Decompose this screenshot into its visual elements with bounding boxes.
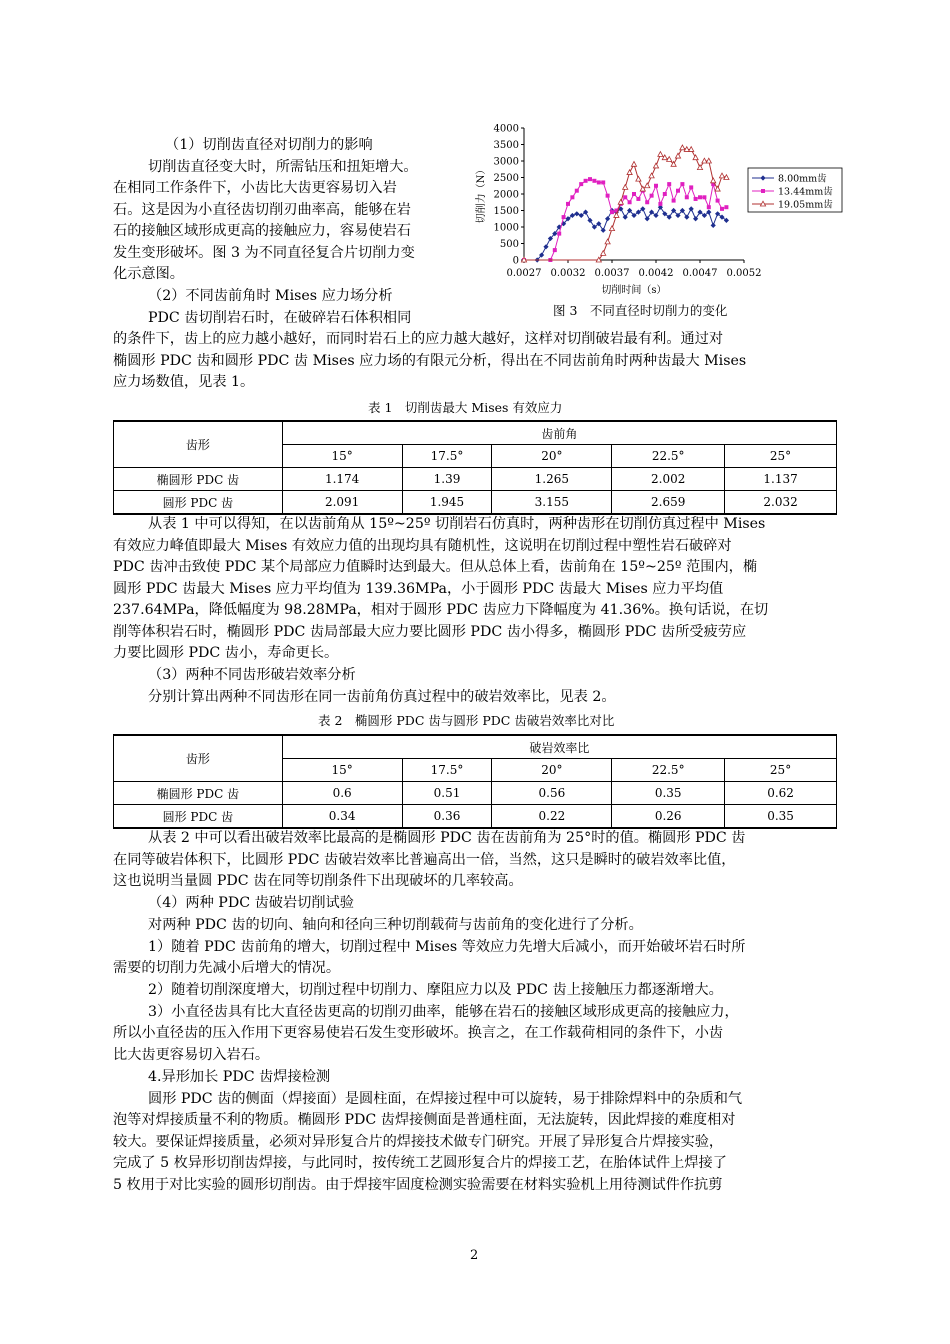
table-cell: 0.62 <box>725 782 837 805</box>
table-2-caption: 表 2 椭圆形 PDC 齿与圆形 PDC 齿破岩效率比对比 <box>318 713 615 728</box>
table-cell: 1.265 <box>492 468 612 491</box>
data-point <box>627 170 632 175</box>
y-tick-label: 0 <box>512 255 519 267</box>
section-4-heading: （4）两种 PDC 齿破岩切削试验 <box>148 895 354 911</box>
data-point <box>702 195 706 199</box>
data-point <box>675 153 680 158</box>
s5-line-2: 较大。要保证焊接质量，必须对异形复合片的焊接技术做专门研究。开展了异形复合片焊接实验， <box>113 1134 724 1150</box>
table-2-col-0: 15° <box>282 759 402 782</box>
data-point <box>636 176 641 181</box>
x-tick-label: 0.0032 <box>550 268 586 279</box>
data-point <box>684 215 689 220</box>
data-point <box>636 197 640 201</box>
s1-line-2: 石。这是因为小直径齿切削刃曲率高，能够在岩 <box>113 202 411 218</box>
data-point <box>689 206 694 211</box>
data-point <box>685 195 689 199</box>
table-cell: 0.26 <box>612 805 725 829</box>
y-tick-label: 2500 <box>493 173 519 184</box>
data-point <box>553 248 557 252</box>
data-point <box>623 215 628 220</box>
table-2-group-header: 破岩效率比 <box>282 735 836 759</box>
para-t1-line-0: 从表 1 中可以得知，在以齿前角从 15º~25º 切削岩石仿真时，两种齿形在切削仿真过程中 Mises <box>148 516 766 532</box>
s2-line-3: 应力场数值，见表 1。 <box>113 374 255 390</box>
table-1-col-3: 22.5° <box>612 445 725 468</box>
section-1-heading: （1）切削齿直径对切削力的影响 <box>165 137 373 153</box>
y-axis-label: 切削力（N） <box>476 164 487 224</box>
y-tick-label: 4000 <box>493 123 519 135</box>
data-point <box>711 223 716 228</box>
y-tick-label: 1000 <box>493 222 519 234</box>
s1-line-3: 石的接触区域形成更高的接触应力，容易使岩石 <box>113 223 411 239</box>
table-2 <box>113 734 837 829</box>
x-tick-label: 0.0042 <box>638 268 674 279</box>
table-2-col-3: 22.5° <box>612 759 725 782</box>
data-point <box>597 180 601 184</box>
s4-intro: 对两种 PDC 齿的切向、轴向和径向三种切削载荷与齿前角的变化进行了分析。 <box>148 917 643 933</box>
data-point <box>579 182 583 186</box>
data-point <box>645 183 650 188</box>
s5-line-0: 圆形 PDC 齿的侧面（焊接面）是圆柱面，在焊接过程中可以旋转，易于排除焊料中的杂质和气 <box>148 1091 743 1107</box>
s4-p3-line-1: 所以小直径齿的压入作用下更容易使岩石发生变形破坏。换言之，在工作载荷相同的条件下，小齿 <box>113 1025 724 1041</box>
data-point <box>631 162 636 167</box>
data-point <box>632 192 636 196</box>
table-cell: 2.032 <box>725 491 837 515</box>
table-1-caption: 表 1 切削齿最大 Mises 有效应力 <box>368 400 563 415</box>
table-cell: 0.36 <box>402 805 492 829</box>
data-point <box>653 163 658 168</box>
chart-series <box>521 145 729 263</box>
table-cell: 0.6 <box>282 782 402 805</box>
data-point <box>663 192 667 196</box>
data-point <box>570 195 574 199</box>
data-point <box>711 178 716 183</box>
table-cell: 3.155 <box>492 491 612 515</box>
table-1-row-0-label: 椭圆形 PDC 齿 <box>114 468 283 491</box>
data-point <box>623 195 627 199</box>
data-point <box>658 152 663 157</box>
section-2-heading: （2）不同齿前角时 Mises 应力场分析 <box>148 288 393 304</box>
data-point <box>605 239 610 244</box>
legend-label: 13.44mm齿 <box>778 186 833 198</box>
data-point <box>609 226 614 231</box>
data-point <box>676 189 680 193</box>
s2-line-0: PDC 齿切削岩石时，在破碎岩石体积相同 <box>148 310 412 326</box>
data-point <box>694 197 698 201</box>
s5-line-1: 泡等对焊接质量不利的物质。椭圆形 PDC 齿焊接侧面是普通柱面，无法旋转，因此焊接的难度相对 <box>113 1112 736 1128</box>
table-cell: 2.659 <box>612 491 725 515</box>
para-t1-line-5: 削等体积岩石时，椭圆形 PDC 齿局部最大应力要比圆形 PDC 齿小得多，椭圆形 PDC 齿所受疲劳应 <box>113 624 747 640</box>
s5-line-4: 5 枚用于对比实验的圆形切削齿。由于焊接牢固度检测实验需要在材料实验机上用待测试件作抗剪 <box>113 1177 723 1193</box>
data-point <box>672 199 676 203</box>
data-point <box>693 155 698 160</box>
y-tick-label: 2000 <box>493 189 519 201</box>
figure-3-chart <box>470 118 845 308</box>
y-tick-label: 3000 <box>493 156 519 168</box>
table-cell: 0.35 <box>725 805 837 829</box>
table-cell: 1.39 <box>402 468 492 491</box>
s4-p2: 2）随着切削深度增大，切削过程中切削力、摩阻应力以及 PDC 齿上接触压力都逐渐增大。 <box>148 982 723 998</box>
table-cell: 0.35 <box>612 782 725 805</box>
data-point <box>654 184 658 188</box>
para-t1-line-4: 237.64MPa，降低幅度为 98.28MPa，相对于圆形 PDC 齿应力下降幅度为 41.36%。换句话说，在切 <box>113 602 769 618</box>
s1-line-0: 切削齿直径变大时，所需钻压和扭矩增大。 <box>148 159 418 175</box>
chart-legend <box>748 168 842 212</box>
x-tick-label: 0.0027 <box>506 268 542 279</box>
data-point <box>623 185 628 190</box>
table-cell: 2.002 <box>612 468 725 491</box>
data-point <box>720 207 724 211</box>
section-3-heading: （3）两种不同齿形破岩效率分析 <box>148 667 356 683</box>
table-1-col-0: 15° <box>282 445 402 468</box>
series-2 <box>521 145 729 262</box>
table-row <box>114 491 837 515</box>
table-cell: 0.22 <box>492 805 612 829</box>
data-point <box>614 213 619 218</box>
data-point <box>584 179 588 183</box>
s1-line-1: 在相同工作条件下，小齿比大齿更容易切入岩 <box>113 180 397 196</box>
x-tick-label: 0.0047 <box>682 268 718 279</box>
data-point <box>698 195 702 199</box>
table-cell: 1.945 <box>402 491 492 515</box>
data-point <box>719 173 724 178</box>
y-tick-label: 500 <box>499 239 519 250</box>
data-point <box>650 194 654 198</box>
figure-3-caption: 图 3 不同直径时切削力的变化 <box>553 303 728 318</box>
table-cell: 0.56 <box>492 782 612 805</box>
data-point <box>680 145 685 150</box>
para-t1-line-2: PDC 齿冲击致使 PDC 某个局部应力值瞬时达到最大。但从总体上看，齿前角在 15º~25º 范围内，椭 <box>113 559 758 575</box>
section-5-heading: 4.异形加长 PDC 齿焊接检测 <box>148 1069 331 1085</box>
legend-label: 8.00mm齿 <box>778 173 827 185</box>
x-tick-label: 0.0052 <box>726 268 762 279</box>
table-1-group-header: 齿前角 <box>282 421 836 445</box>
table-cell: 0.34 <box>282 805 402 829</box>
data-point <box>649 173 654 178</box>
s2-line-2: 椭圆形 PDC 齿和圆形 PDC 齿 Mises 应力场的有限元分析，得出在不同齿前角时两种齿最大 Mises <box>113 353 747 369</box>
table-1-row-1-label: 圆形 PDC 齿 <box>114 491 283 515</box>
data-point <box>601 228 606 233</box>
data-point <box>574 211 579 216</box>
table-cell: 0.51 <box>402 782 492 805</box>
table-2-row-1-label: 圆形 PDC 齿 <box>114 805 283 829</box>
s3-line: 分别计算出两种不同齿形在同一齿前角仿真过程中的破岩效率比，见表 2。 <box>148 689 616 705</box>
table-1-col-4: 25° <box>725 445 837 468</box>
data-point <box>592 179 596 183</box>
data-point <box>680 182 684 186</box>
series-0 <box>521 205 729 263</box>
table-2-col-1: 17.5° <box>402 759 492 782</box>
table-1-col-2: 20° <box>492 445 612 468</box>
data-point <box>587 218 592 223</box>
table-row <box>114 805 837 829</box>
s4-p1-line-1: 需要的切削力先减小后增大的情况。 <box>113 960 341 976</box>
para-t1-line-6: 力要比圆形 PDC 齿小，寿命更长。 <box>113 645 339 661</box>
data-point <box>628 200 632 204</box>
data-point <box>606 194 610 198</box>
data-point <box>716 199 720 203</box>
para-t1-line-3: 圆形 PDC 齿最大 Mises 应力平均值为 139.36MPa，小于圆形 PDC 齿最大 Mises 应力平均值 <box>113 581 724 597</box>
table-1 <box>113 420 837 515</box>
table-2-col-2: 20° <box>492 759 612 782</box>
table-row <box>114 782 837 805</box>
data-point <box>566 202 570 206</box>
data-point <box>588 177 592 181</box>
data-point <box>724 205 728 209</box>
legend-marker <box>761 189 765 193</box>
data-point <box>575 189 579 193</box>
table-2-row-header: 齿形 <box>114 735 283 782</box>
table-2-col-4: 25° <box>725 759 837 782</box>
table-cell: 1.174 <box>282 468 402 491</box>
x-tick-label: 0.0037 <box>594 268 630 279</box>
s1-line-5: 化示意图。 <box>113 266 184 282</box>
table-2-row-0-label: 椭圆形 PDC 齿 <box>114 782 283 805</box>
table-1-row-header: 齿形 <box>114 421 283 468</box>
s4-p3-line-0: 3）小直径齿具有比大直径齿更高的切削刃曲率，能够在岩石的接触区域形成更高的接触应力， <box>148 1004 739 1020</box>
table-1-col-1: 17.5° <box>402 445 492 468</box>
data-point <box>667 182 671 186</box>
s1-line-4: 发生变形破坏。图 3 为不同直径复合片切削力变 <box>113 245 415 261</box>
data-point <box>605 216 610 221</box>
para-t2-line-0: 从表 2 中可以看出破岩效率比最高的是椭圆形 PDC 齿在齿前角为 25°时的值。椭圆形 PDC 齿 <box>148 830 746 846</box>
s5-line-3: 完成了 5 枚异形切削齿焊接，与此同时，按传统工艺圆形复合片的焊接工艺，在胎体试件上焊接了 <box>113 1155 727 1171</box>
series-line <box>524 148 726 260</box>
data-point <box>562 215 566 219</box>
data-point <box>557 232 561 236</box>
data-point <box>610 210 614 214</box>
data-point <box>707 205 711 209</box>
s4-p1-line-0: 1）随着 PDC 齿前角的增大，切削过程中 Mises 等效应力先增大后减小，而开始破坏岩石时所 <box>148 939 746 955</box>
data-point <box>715 186 720 191</box>
data-point <box>543 244 548 249</box>
page-number: 2 <box>470 1248 479 1263</box>
para-t2-line-2: 这也说明当量圆 PDC 齿在同等切削条件下出现破坏的几率较高。 <box>113 873 523 889</box>
s4-p3-line-2: 比大齿更容易切入岩石。 <box>113 1047 270 1063</box>
data-point <box>601 180 605 184</box>
table-cell: 1.137 <box>725 468 837 491</box>
data-point <box>601 251 606 256</box>
data-point <box>645 200 649 204</box>
y-tick-label: 3500 <box>493 140 519 151</box>
table-cell: 2.091 <box>282 491 402 515</box>
data-point <box>689 185 693 189</box>
s2-line-1: 的条件下，齿上的应力越小越好，而同时岩石上的应力越大越好，这样对切削破岩最有利。通过对 <box>113 331 724 347</box>
x-axis-label: 切削时间（s） <box>601 285 667 296</box>
y-tick-label: 1500 <box>493 206 519 217</box>
table-row <box>114 468 837 491</box>
legend-label: 19.05mm齿 <box>778 199 833 211</box>
para-t2-line-1: 在同等破岩体积下，比圆形 PDC 齿破岩效率比普遍高出一倍，当然，这只是瞬时的破岩效率比值， <box>113 852 736 868</box>
data-point <box>658 202 662 206</box>
para-t1-line-1: 有效应力峰值即最大 Mises 有效应力值的出现均具有随机性，这说明在切削过程中塑性岩石破碎对 <box>113 538 732 554</box>
